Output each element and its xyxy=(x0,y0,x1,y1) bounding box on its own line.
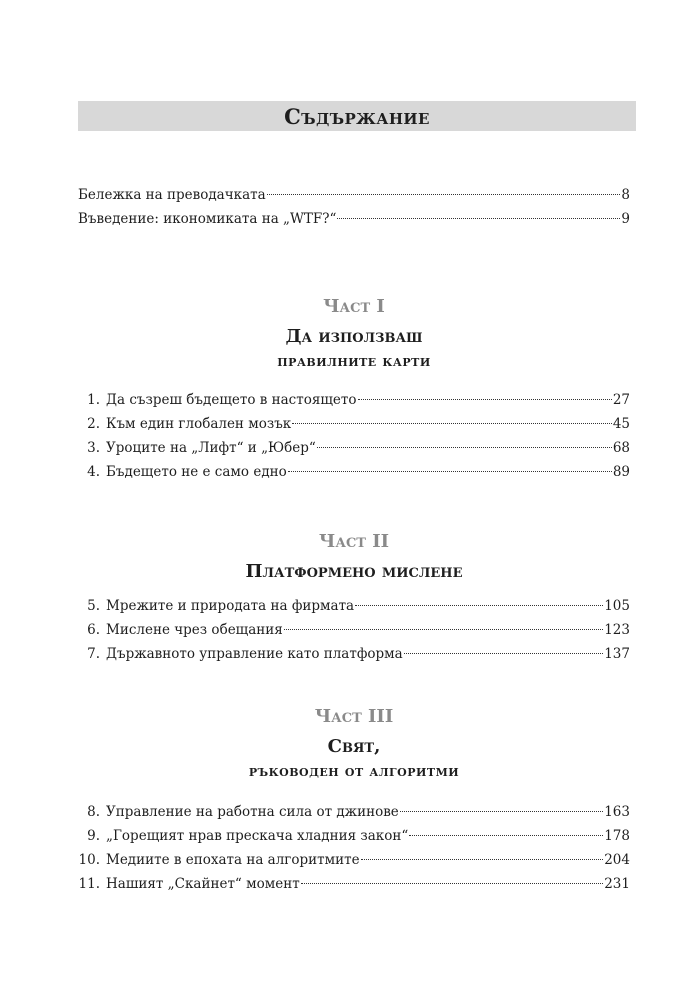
part-title: Платформено мислене xyxy=(245,561,463,582)
toc-entry[interactable] xyxy=(78,388,630,412)
dot-leader xyxy=(337,217,620,219)
chapter-number: 10. xyxy=(78,852,100,868)
toc-entry-label: Нашият „Скайнет“ момент xyxy=(106,876,300,892)
toc-entry[interactable] xyxy=(78,800,630,824)
part-3-heading xyxy=(78,706,630,783)
toc-entry[interactable] xyxy=(78,824,630,848)
dot-leader xyxy=(409,834,603,836)
part-label: Част II xyxy=(318,531,390,552)
toc-entry[interactable] xyxy=(78,642,630,666)
toc-entry-label: Уроците на „Лифт“ и „Юбер“ xyxy=(106,440,316,456)
part-1-chapters xyxy=(78,388,630,484)
toc-entry-page: 45 xyxy=(612,416,630,432)
dot-leader xyxy=(317,446,612,448)
toc-entry-label: Към един глобален мозък xyxy=(106,416,292,432)
contents-title-bar xyxy=(78,101,636,131)
toc-entry-page: 204 xyxy=(604,852,630,868)
toc-entry[interactable] xyxy=(78,412,630,436)
dot-leader xyxy=(355,604,603,606)
toc-entry[interactable] xyxy=(78,460,630,484)
part-title: Да използваш xyxy=(285,326,423,347)
toc-entry[interactable] xyxy=(78,848,630,872)
part-3-chapters xyxy=(78,800,630,896)
toc-entry-label: Управление на работна сила от джинове xyxy=(106,804,399,820)
dot-leader xyxy=(267,193,621,195)
dot-leader xyxy=(301,882,604,884)
part-2-chapters xyxy=(78,594,630,666)
dot-leader xyxy=(288,470,612,472)
part-label: Част I xyxy=(323,296,385,317)
dot-leader xyxy=(404,652,604,654)
chapter-number: 1. xyxy=(87,392,100,408)
dot-leader xyxy=(358,398,612,400)
chapter-number: 4. xyxy=(87,464,100,480)
part-subtitle: ръководен от алгоритми xyxy=(248,762,460,780)
toc-entry[interactable] xyxy=(78,207,630,231)
chapter-number: 8. xyxy=(87,804,100,820)
chapter-number: 2. xyxy=(87,416,100,432)
toc-entry[interactable] xyxy=(78,436,630,460)
toc-entry-page: 137 xyxy=(604,646,630,662)
toc-entry-label: Държавното управление като платформа xyxy=(106,646,403,662)
dot-leader xyxy=(292,422,612,424)
dot-leader xyxy=(284,628,603,630)
toc-entry-label: „Горещият нрав прескача хладния закон“ xyxy=(106,828,409,844)
toc-entry-page: 178 xyxy=(604,828,630,844)
toc-entry-label: Мислене чрез обещания xyxy=(106,622,283,638)
chapter-number: 9. xyxy=(87,828,100,844)
toc-entry-page: 231 xyxy=(604,876,630,892)
toc-entry-page: 163 xyxy=(604,804,630,820)
toc-entry[interactable] xyxy=(78,183,630,207)
dot-leader xyxy=(361,858,604,860)
toc-entry-page: 9 xyxy=(621,211,630,227)
dot-leader xyxy=(400,810,603,812)
toc-entry-page: 105 xyxy=(604,598,630,614)
toc-entry-label: Бележка на преводачката xyxy=(78,187,266,203)
part-label: Част III xyxy=(314,706,394,727)
part-subtitle: правилните карти xyxy=(277,352,431,370)
toc-entry-page: 68 xyxy=(612,440,630,456)
toc-entry-label: Въведение: икономиката на „WTF?“ xyxy=(78,211,337,227)
part-1-heading xyxy=(78,296,630,373)
toc-entry-label: Медиите в епохата на алгоритмите xyxy=(106,852,360,868)
front-matter-list xyxy=(78,183,630,231)
toc-entry-label: Бъдещето не е само едно xyxy=(106,464,287,480)
part-title: Свят, xyxy=(327,736,381,757)
contents-title: Съдържание xyxy=(284,103,430,129)
chapter-number: 5. xyxy=(87,598,100,614)
toc-entry-page: 123 xyxy=(604,622,630,638)
toc-entry-page: 8 xyxy=(621,187,630,203)
toc-entry[interactable] xyxy=(78,872,630,896)
part-2-heading xyxy=(78,531,630,584)
toc-entry-label: Мрежите и природата на фирмата xyxy=(106,598,355,614)
chapter-number: 3. xyxy=(87,440,100,456)
chapter-number: 6. xyxy=(87,622,100,638)
chapter-number: 7. xyxy=(87,646,100,662)
toc-entry[interactable] xyxy=(78,594,630,618)
toc-entry[interactable] xyxy=(78,618,630,642)
toc-entry-page: 27 xyxy=(612,392,630,408)
toc-entry-page: 89 xyxy=(612,464,630,480)
toc-entry-label: Да съзреш бъдещето в настоящето xyxy=(106,392,357,408)
chapter-number: 11. xyxy=(78,876,100,892)
